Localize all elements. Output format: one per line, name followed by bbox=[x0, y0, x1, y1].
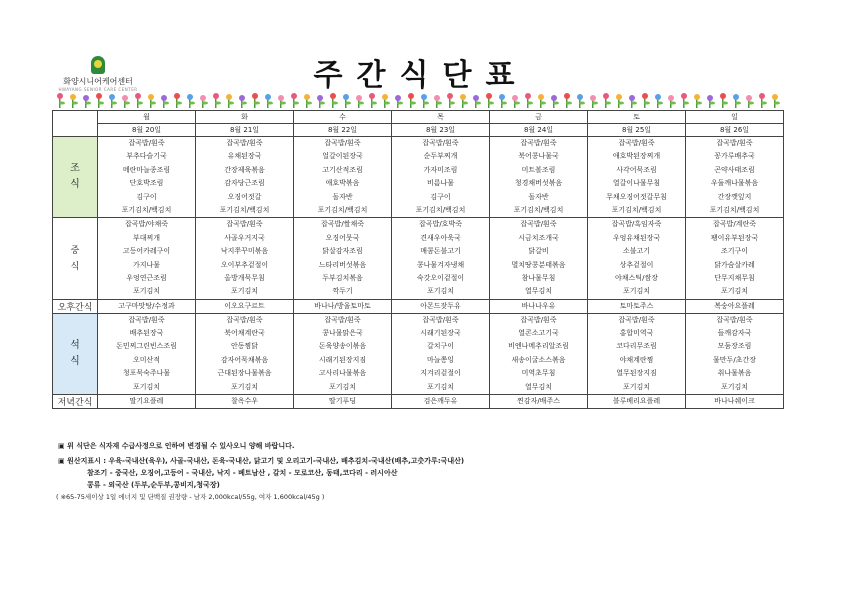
menu-item: 소불고기 bbox=[622, 247, 651, 256]
menu-item: 가자미조림 bbox=[423, 165, 458, 174]
menu-item: 고기산적조림 bbox=[322, 165, 363, 174]
meal-label-text: 조식 bbox=[70, 163, 80, 191]
meal-label-text: 석식 bbox=[70, 339, 80, 367]
menu-cell bbox=[294, 313, 392, 394]
menu-item: 포기김치/백김치 bbox=[121, 205, 172, 214]
day-date: 8월 25일 bbox=[588, 124, 686, 137]
menu-item: 우엉연근조림 bbox=[126, 273, 167, 282]
menu-item: 포기김치 bbox=[426, 287, 455, 296]
menu-cell bbox=[686, 218, 784, 299]
menu-item: 두부김치볶음 bbox=[322, 273, 363, 282]
menu-item: 고등어카레구이 bbox=[122, 247, 171, 256]
date-row bbox=[53, 124, 784, 137]
menu-item: 단호박조림 bbox=[129, 179, 164, 188]
menu-item: 시금치조개국 bbox=[518, 233, 559, 242]
menu-item: 북어채계란국 bbox=[224, 329, 265, 338]
menu-item: 올방개묵무침 bbox=[224, 273, 265, 282]
snack-cell: 토마토주스 bbox=[588, 299, 686, 313]
menu-item: 참나물무침 bbox=[521, 273, 556, 282]
menu-item: 잡곡밥/흰죽 bbox=[324, 139, 361, 147]
menu-item: 애호박된장찌개 bbox=[612, 152, 661, 161]
snack-cell: 찰옥수우 bbox=[196, 395, 294, 409]
meal-row-lunch bbox=[53, 218, 784, 299]
menu-item: 매콤돈불고기 bbox=[420, 247, 461, 256]
menu-item: 물만두/초간장 bbox=[713, 355, 756, 364]
menu-cell bbox=[490, 137, 588, 218]
menu-item: 오징어뭇국 bbox=[325, 233, 360, 242]
menu-item: 오미산적 bbox=[132, 355, 161, 364]
menu-item: 잡곡밥/야채죽 bbox=[125, 220, 168, 229]
snack-label-pm_snack: 오후간식 bbox=[53, 299, 98, 313]
menu-item: 팽이유부된장국 bbox=[710, 233, 759, 242]
menu-item: 사각어묵조림 bbox=[616, 165, 657, 174]
corner-cell bbox=[53, 111, 98, 137]
notes-section bbox=[58, 441, 464, 501]
menu-item: 북어콩나물국 bbox=[518, 152, 559, 161]
menu-item: 비름나물 bbox=[426, 179, 455, 188]
menu-cell bbox=[392, 218, 490, 299]
menu-item: 순두부찌개 bbox=[423, 152, 458, 161]
menu-item: 상추겉절이 bbox=[619, 260, 654, 269]
menu-item: 메란마늘종조림 bbox=[122, 165, 171, 174]
meal-row-breakfast bbox=[53, 137, 784, 218]
meal-label-lunch bbox=[53, 218, 98, 299]
menu-item: 돈육양송이볶음 bbox=[318, 342, 367, 351]
menu-item: 열무김치 bbox=[524, 287, 553, 296]
menu-item: 잡곡밥/흰죽 bbox=[520, 315, 557, 324]
origin-seafood-text: 참조기 - 중국산, 오징어,고등어 - 국내산, 낙지 - 베트남산 , 갈치 - 모로코산, 동태,코다리 - 러시아산 bbox=[87, 469, 398, 477]
menu-item: 포기김치/백김치 bbox=[317, 205, 368, 214]
meal-row-dinner bbox=[53, 313, 784, 394]
menu-item: 포기김치 bbox=[622, 287, 651, 296]
menu-item: 돌자반 bbox=[332, 192, 353, 201]
snack-row-pm_snack bbox=[53, 299, 784, 313]
menu-item: 깍두기 bbox=[332, 287, 353, 296]
origin-beans-text: 콩류 - 외국산 (두부,순두부,콩비지,청국장) bbox=[87, 481, 220, 489]
menu-item: 비엔나메추리알조림 bbox=[508, 342, 569, 351]
menu-item: 열갈이나물무침 bbox=[612, 179, 661, 188]
menu-item: 꽁가루배추국 bbox=[714, 152, 755, 161]
menu-item: 오이부추겉절이 bbox=[220, 260, 269, 269]
menu-item: 포기김치 bbox=[132, 382, 161, 391]
menu-item: 간장제육볶음 bbox=[224, 165, 265, 174]
menu-item: 포기김치 bbox=[720, 382, 749, 391]
snack-cell: 복숭아요플레 bbox=[686, 299, 784, 313]
snack-cell: 찐감자/배주스 bbox=[490, 395, 588, 409]
day-date: 8월 22일 bbox=[294, 124, 392, 137]
menu-item: 야채스틱/쌈장 bbox=[615, 273, 658, 282]
menu-item: 잡곡밥/호박죽 bbox=[419, 220, 462, 229]
menu-item: 포기김치 bbox=[132, 287, 161, 296]
menu-cell bbox=[588, 218, 686, 299]
menu-cell bbox=[686, 137, 784, 218]
flower-border-decoration bbox=[52, 90, 783, 108]
day-name: 목 bbox=[392, 111, 490, 124]
menu-item: 견새우아욱국 bbox=[420, 233, 461, 242]
menu-cell bbox=[98, 313, 196, 394]
menu-item: 잡곡밥/흰죽 bbox=[422, 139, 459, 147]
menu-item: 김구이 bbox=[136, 192, 157, 201]
day-name: 금 bbox=[490, 111, 588, 124]
menu-item: 지겨리겉절이 bbox=[420, 369, 461, 378]
menu-cell bbox=[98, 218, 196, 299]
org-name: 화양시니어케어센터 bbox=[63, 77, 133, 86]
menu-item: 잡곡밥/흰죽 bbox=[618, 315, 655, 324]
menu-item: 닭가슴살카레 bbox=[714, 260, 755, 269]
day-date: 8월 26일 bbox=[686, 124, 784, 137]
snack-cell: 딸기요플레 bbox=[98, 395, 196, 409]
menu-item: 미트볼조림 bbox=[521, 165, 556, 174]
menu-item: 포기김치/백김치 bbox=[415, 205, 466, 214]
menu-item: 미역초무침 bbox=[521, 369, 556, 378]
menu-item: 잡곡밥/흰죽 bbox=[520, 220, 557, 229]
menu-cell bbox=[490, 313, 588, 394]
notice-text: ▣ 위 식단은 식자재 수급사정으로 인하여 변경될 수 있사오니 양해 바랍니다. bbox=[58, 442, 295, 450]
menu-item: 포기김치/백김치 bbox=[611, 205, 662, 214]
snack-row-evening_snack bbox=[53, 395, 784, 409]
menu-item: 가지나물 bbox=[132, 260, 161, 269]
menu-item: 잡곡밥/흑임자죽 bbox=[611, 220, 662, 229]
menu-item: 홍합미역국 bbox=[619, 329, 654, 338]
menu-item: 들깨감자국 bbox=[717, 329, 752, 338]
menu-item: 포기김치/백김치 bbox=[513, 205, 564, 214]
menu-item: 포기김치 bbox=[426, 382, 455, 391]
meal-label-dinner bbox=[53, 313, 98, 394]
menu-item: 잡곡밥/흰죽 bbox=[226, 139, 263, 147]
origin-label-text: ▣ 원산지표시 : 우육-국내산(육우), 사골-국내산, 돈육-국내산, 닭고기 및 오리고기-국내산, 배추김치-국내산(배추,고춧가루:국내산) bbox=[58, 457, 465, 465]
menu-item: 열콘소고기국 bbox=[518, 329, 559, 338]
menu-cell bbox=[686, 313, 784, 394]
menu-cell bbox=[196, 137, 294, 218]
menu-item: 잡곡밥/흰죽 bbox=[716, 139, 753, 147]
menu-item: 새송이굴소스볶음 bbox=[511, 355, 566, 364]
menu-item: 유채된장국 bbox=[227, 152, 262, 161]
menu-cell bbox=[588, 313, 686, 394]
day-date: 8월 23일 bbox=[392, 124, 490, 137]
menu-item: 부추다슬기국 bbox=[126, 152, 167, 161]
menu-item: 얼갈이된장국 bbox=[322, 152, 363, 161]
snack-cell: 블루베리요플레 bbox=[588, 395, 686, 409]
snack-cell: 고구마맛탕/수정과 bbox=[98, 299, 196, 313]
snack-cell: 바나나쉐이크 bbox=[686, 395, 784, 409]
menu-item: 시래기된장지짐 bbox=[318, 355, 367, 364]
page-title: 주간식단표 bbox=[313, 58, 529, 93]
menu-item: 콩나물겨자냉채 bbox=[416, 260, 465, 269]
snack-cell: 바나나/방울토마토 bbox=[294, 299, 392, 313]
menu-item: 콩나물맑은국 bbox=[322, 329, 363, 338]
menu-item: 잡곡밥/흰죽 bbox=[520, 139, 557, 147]
menu-item: 갈치구이 bbox=[426, 342, 455, 351]
menu-item: 포기김치/백김치 bbox=[219, 205, 270, 214]
menu-item: 숙갓오이겉절이 bbox=[416, 273, 465, 282]
menu-item: 멸치땅콩분태볶음 bbox=[511, 260, 566, 269]
menu-item: 사골우거지국 bbox=[224, 233, 265, 242]
menu-item: 오징어젓갈 bbox=[227, 192, 262, 201]
menu-item: 고사리나물볶음 bbox=[318, 369, 367, 378]
menu-item: 잡곡밥/흰죽 bbox=[324, 315, 361, 324]
day-name-row bbox=[53, 111, 784, 124]
day-date: 8월 21일 bbox=[196, 124, 294, 137]
menu-cell bbox=[588, 137, 686, 218]
menu-item: 야채계란찜 bbox=[619, 355, 654, 364]
menu-item: 낙지쭈꾸미볶음 bbox=[220, 247, 269, 256]
meal-label-text: 중식 bbox=[70, 245, 80, 272]
menu-item: 부대찌개 bbox=[132, 233, 161, 242]
menu-item: 잡곡밥/흰죽 bbox=[716, 315, 753, 324]
menu-item: 잡곡밥/흰죽 bbox=[226, 315, 263, 324]
menu-item: 무채오징어젓갈무침 bbox=[606, 192, 667, 201]
menu-item: 잡곡밥/흰죽 bbox=[128, 315, 165, 324]
menu-item: 간장깻잎지 bbox=[717, 192, 752, 201]
menu-item: 마늘쫑잉 bbox=[426, 355, 455, 364]
menu-item: 모둠장조림 bbox=[717, 342, 752, 351]
menu-cell bbox=[392, 137, 490, 218]
day-name: 수 bbox=[294, 111, 392, 124]
menu-item: 취나물볶음 bbox=[717, 369, 752, 378]
menu-item: 열무김치 bbox=[524, 382, 553, 391]
meal-label-breakfast bbox=[53, 137, 98, 218]
menu-item: 돌자반 bbox=[528, 192, 549, 201]
snack-cell: 딸기푸딩 bbox=[294, 395, 392, 409]
menu-item: 잡곡밥/흰죽 bbox=[618, 139, 655, 147]
menu-item: 단무지채무침 bbox=[714, 273, 755, 282]
day-name: 토 bbox=[588, 111, 686, 124]
day-date: 8월 24일 bbox=[490, 124, 588, 137]
menu-item: 청경채버섯볶음 bbox=[514, 179, 563, 188]
nutrition-guideline-text: ( ※65-75세이상 1일 에너지 및 단백질 권장량 - 남자 2,000kcal/55g, 여자 1,600kcal/45g ) bbox=[56, 493, 325, 501]
menu-item: 돈민찌그린빈스조림 bbox=[116, 342, 177, 351]
snack-cell: 아몬드잣두유 bbox=[392, 299, 490, 313]
menu-cell bbox=[196, 313, 294, 394]
snack-label-evening_snack: 저녁간식 bbox=[53, 395, 98, 409]
menu-item: 조기구이 bbox=[720, 247, 749, 256]
menu-item: 시래기된장국 bbox=[420, 329, 461, 338]
menu-item: 잡곡밥/흰죽 bbox=[422, 315, 459, 324]
menu-item: 포기김치 bbox=[230, 382, 259, 391]
day-name: 일 bbox=[686, 111, 784, 124]
menu-item: 곤약사태조림 bbox=[714, 165, 755, 174]
menu-item: 포기김치 bbox=[622, 382, 651, 391]
menu-item: 잡곡밥/흰죽 bbox=[226, 220, 263, 229]
menu-item: 감자어묵채볶음 bbox=[220, 355, 269, 364]
menu-item: 김구이 bbox=[430, 192, 451, 201]
menu-cell bbox=[490, 218, 588, 299]
menu-item: 청포묵숙주나물 bbox=[122, 369, 171, 378]
menu-cell bbox=[294, 218, 392, 299]
menu-item: 우둘깨나물볶음 bbox=[710, 179, 759, 188]
snack-cell: 검은깨두유 bbox=[392, 395, 490, 409]
menu-cell bbox=[392, 313, 490, 394]
menu-cell bbox=[98, 137, 196, 218]
menu-cell bbox=[196, 218, 294, 299]
menu-item: 닭갈비 bbox=[528, 247, 549, 256]
snack-cell: 바나나우유 bbox=[490, 299, 588, 313]
menu-item: 포기김치/백김치 bbox=[709, 205, 760, 214]
menu-item: 느타리버섯볶음 bbox=[318, 260, 367, 269]
menu-item: 포기김치 bbox=[328, 382, 357, 391]
menu-item: 닭살감자조림 bbox=[322, 247, 363, 256]
menu-item: 잡곡밥/흰죽 bbox=[128, 139, 165, 147]
menu-item: 애호박볶음 bbox=[325, 179, 360, 188]
menu-cell bbox=[294, 137, 392, 218]
menu-item: 잡곡밥/쌀채죽 bbox=[321, 220, 364, 229]
day-name: 월 bbox=[98, 111, 196, 124]
menu-item: 잡곡밥/계란죽 bbox=[713, 220, 756, 229]
menu-item: 포기김치 bbox=[230, 287, 259, 296]
org-tagline: HWAYANG SENIOR CARE CENTER bbox=[58, 87, 138, 92]
menu-item: 우엉유채된장국 bbox=[612, 233, 661, 242]
day-date: 8월 20일 bbox=[98, 124, 196, 137]
menu-item: 코다리무조림 bbox=[616, 342, 657, 351]
menu-item: 안동찜닭 bbox=[230, 342, 259, 351]
menu-item: 근대된장나물볶음 bbox=[217, 369, 272, 378]
menu-item: 감자당근조림 bbox=[224, 179, 265, 188]
menu-item: 열무된장지짐 bbox=[616, 369, 657, 378]
weekly-menu-table bbox=[52, 110, 784, 409]
menu-item: 배추된장국 bbox=[129, 329, 164, 338]
menu-item: 포기김치 bbox=[720, 287, 749, 296]
snack-cell: 이오요구르트 bbox=[196, 299, 294, 313]
day-name: 화 bbox=[196, 111, 294, 124]
